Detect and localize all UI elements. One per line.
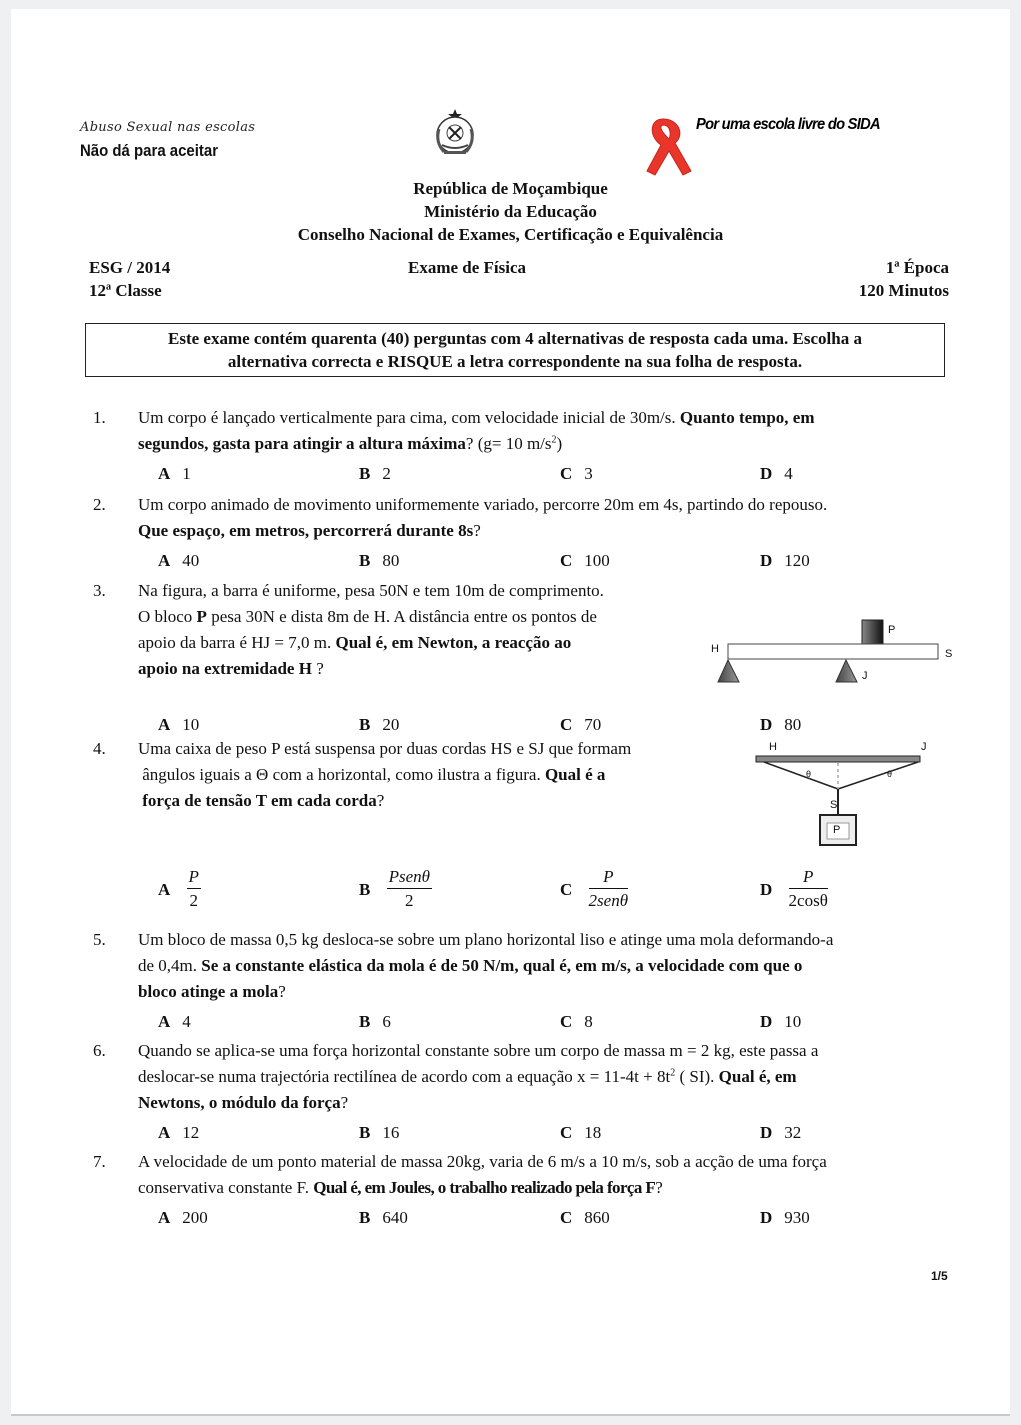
- label-s: S: [945, 648, 953, 660]
- question-number: 2.: [93, 495, 106, 514]
- option-c[interactable]: C 3: [560, 464, 593, 483]
- option-a[interactable]: A $\frac{P}{2}$: [158, 867, 199, 910]
- option-d[interactable]: D 10: [760, 1012, 802, 1031]
- option-d[interactable]: D 4: [760, 464, 793, 483]
- exam-epoch: 1ª Época: [885, 258, 949, 277]
- label-theta-left: θ: [806, 769, 812, 779]
- question-text: Na figura, a barra é uniforme, pesa 50N e tem 10m de comprimento. O bloco P pesa 30N e dista 8m de H. A distância entre os pontos de apoio da barra é HJ = 7,0 m. Qual é, em Newton, a reacção ao apoio na extremidade H ?: [138, 581, 604, 678]
- label-h: H: [711, 643, 719, 655]
- option-c[interactable]: C $\frac{P}{\text{2senθ}}$: [560, 867, 629, 910]
- answer-options: [148, 1009, 908, 1033]
- question-text: Um bloco de massa 0,5 kg desloca-se sobre um plano horizontal liso e atinge uma mola deformando-a de 0,4m. Se a constante elástica da mola é de 50 N/m, qual é, em m/s, a velocidade com que o bloco atinge a mola?: [138, 930, 834, 1001]
- option-a[interactable]: A 1: [158, 464, 191, 483]
- instructions-box: [85, 323, 945, 377]
- option-b[interactable]: B 20: [359, 715, 400, 734]
- answer-options: [148, 1205, 908, 1229]
- option-b[interactable]: B 6: [359, 1012, 391, 1031]
- question-number: 6.: [93, 1041, 106, 1060]
- option-c[interactable]: C 70: [560, 715, 602, 734]
- option-a[interactable]: A 10: [158, 715, 200, 734]
- question-number: 1.: [93, 408, 106, 427]
- option-a[interactable]: A 4: [158, 1012, 191, 1031]
- option-c[interactable]: C 18: [560, 1123, 602, 1142]
- label-s: S: [830, 799, 838, 811]
- exam-grade: 12ª Classe: [89, 281, 162, 300]
- page-number: 1/5: [931, 1269, 948, 1283]
- exam-code: ESG / 2014: [89, 258, 171, 277]
- option-a[interactable]: A 40: [158, 551, 200, 570]
- option-d[interactable]: D $\frac{P}{2\cos\theta}$: [760, 867, 828, 910]
- slogan-bold: Não dá para aceitar: [80, 141, 219, 160]
- question-number: 4.: [93, 739, 106, 758]
- label-h: H: [769, 741, 777, 753]
- answer-options: [148, 1120, 908, 1144]
- question-text: Quando se aplica-se uma força horizontal constante sobre um corpo de massa m = 2 kg, este passa a deslocar-se numa trajectória rectilínea de acordo com a equação $x = 11-4t + 8t^2$ ( SI). Qual é, em Newtons, o módulo da força?: [138, 1041, 819, 1112]
- beam-figure: [696, 608, 966, 688]
- option-b[interactable]: B $\frac{\text{Psenθ}}{2}$: [359, 867, 430, 910]
- instructions-line-1: Este exame contém quarenta (40) perguntas com 4 alternativas de resposta cada uma. Escolha a: [168, 329, 862, 348]
- question-text: Um corpo é lançado verticalmente para cima, com velocidade inicial de 30m/s. Quanto tempo, em segundos, gasta para atingir a altura máxima? (g= 10 $m/s^2$): [138, 408, 815, 453]
- exam-page: [11, 9, 1010, 1416]
- answer-options: [148, 866, 908, 920]
- option-d[interactable]: D 32: [760, 1123, 802, 1142]
- option-b[interactable]: B 2: [359, 464, 391, 483]
- council-heading: Conselho Nacional de Exames, Certificação e Equivalência: [297, 225, 724, 244]
- label-j: J: [921, 741, 927, 753]
- question-text: A velocidade de um ponto material de massa 20kg, varia de 6 m/s a 10 m/s, sob a acção de uma força conservativa constante F. Qual é, em Joules, o trabalho realizado pela força F?: [138, 1152, 827, 1197]
- sida-slogan: Por uma escola livre do SIDA: [696, 116, 880, 133]
- answer-options: [148, 712, 908, 736]
- option-d[interactable]: D 120: [760, 551, 810, 570]
- option-c[interactable]: C 860: [560, 1208, 610, 1227]
- exam-title: Exame de Física: [408, 258, 527, 277]
- instructions-line-2: alternativa correcta e RISQUE a letra correspondente na sua folha de resposta.: [227, 352, 803, 371]
- label-p: P: [888, 624, 896, 636]
- option-c[interactable]: C 100: [560, 551, 610, 570]
- option-a[interactable]: A 12: [158, 1123, 200, 1142]
- option-b[interactable]: B 640: [359, 1208, 408, 1227]
- label-j: J: [862, 670, 868, 682]
- question-text: Uma caixa de peso P está suspensa por duas cordas HS e SJ que formam ângulos iguais a Θ com a horizontal, como ilustra a figura. Qual é a força de tensão T em cada corda?: [138, 739, 632, 810]
- question-number: 5.: [93, 930, 106, 949]
- label-theta-right: θ: [887, 769, 893, 779]
- republic-heading: República de Moçambique: [413, 179, 608, 198]
- suspension-figure: [751, 741, 951, 856]
- option-c[interactable]: C 8: [560, 1012, 593, 1031]
- option-b[interactable]: B 16: [359, 1123, 400, 1142]
- label-p: P: [833, 824, 841, 836]
- option-d[interactable]: D 930: [760, 1208, 810, 1227]
- question-number: 3.: [93, 581, 106, 600]
- question-text: Um corpo animado de movimento uniformemente variado, percorre 20m em 4s, partindo do repouso. Que espaço, em metros, percorrerá durante 8s?: [138, 495, 828, 540]
- answer-options: [148, 461, 908, 485]
- option-a[interactable]: A 200: [158, 1208, 208, 1227]
- question-number: 7.: [93, 1152, 106, 1171]
- exam-duration: 120 Minutos: [858, 281, 949, 300]
- option-b[interactable]: B 80: [359, 551, 400, 570]
- coat-of-arms-icon: [432, 107, 478, 159]
- ministry-heading: Ministério da Educação: [424, 202, 597, 221]
- slogan-script: Abuso Sexual nas escolas: [80, 120, 256, 135]
- answer-options: [148, 548, 908, 572]
- option-d[interactable]: D 80: [760, 715, 802, 734]
